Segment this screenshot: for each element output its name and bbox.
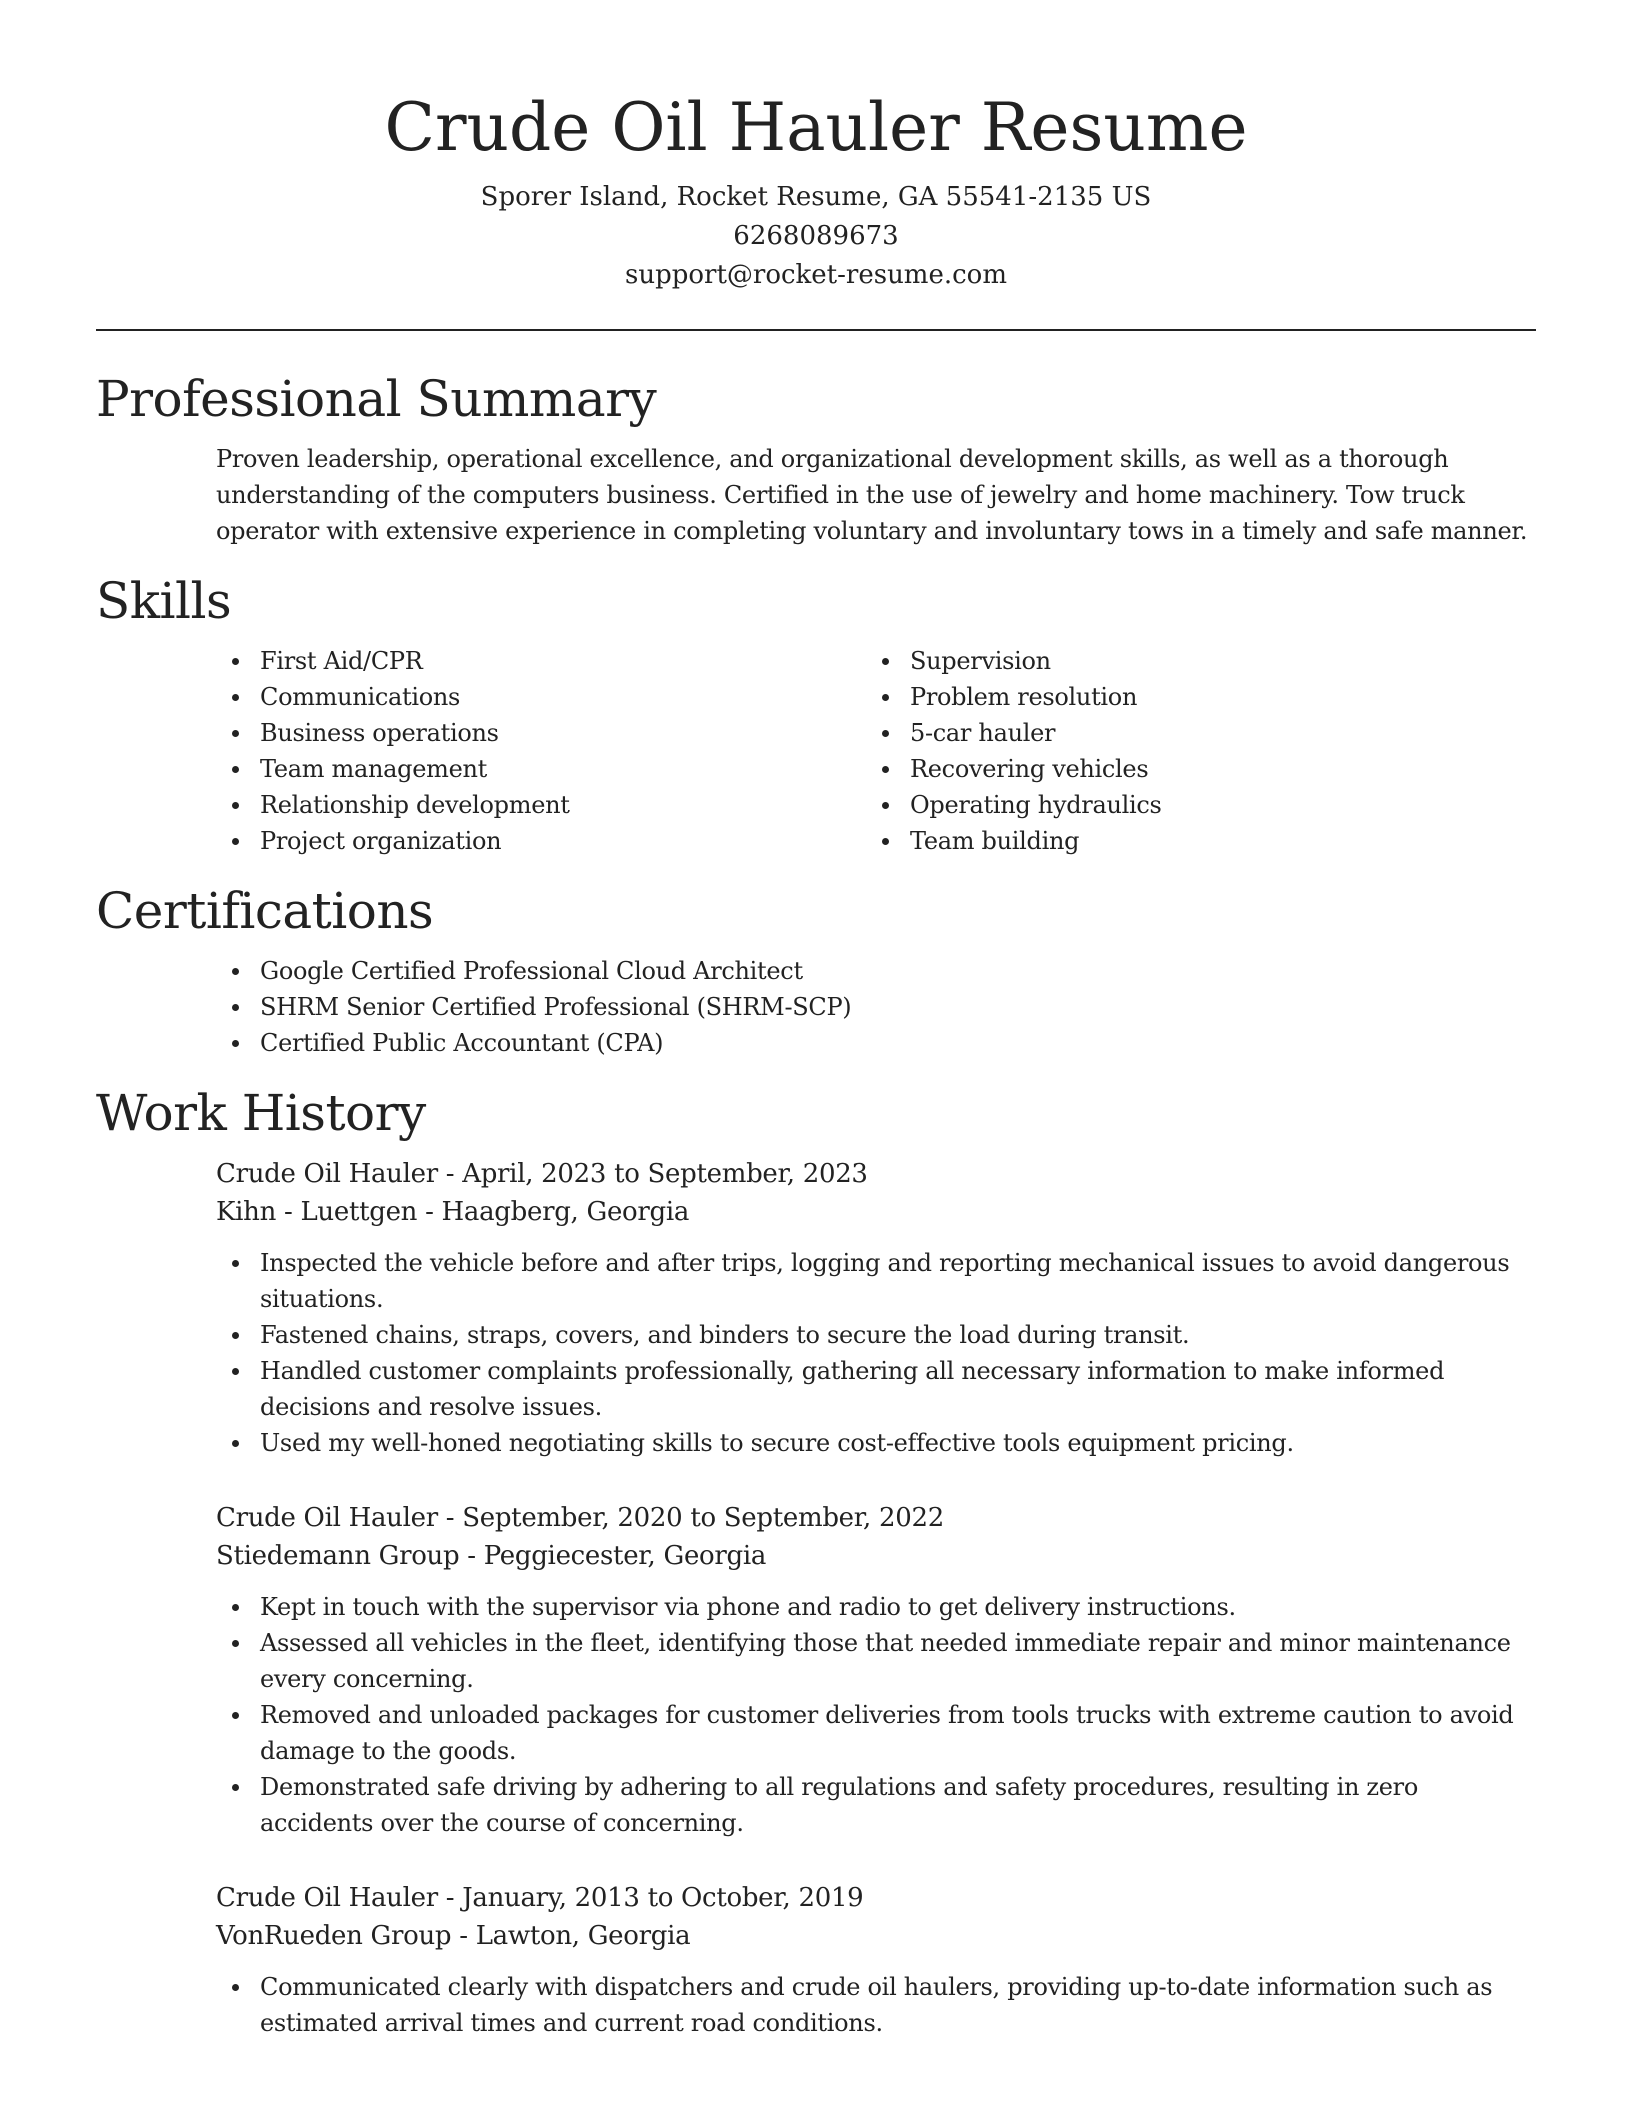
job-bullet-list (96, 1245, 1536, 1461)
job-title-dates: Crude Oil Hauler - September, 2020 to September, 2022 (216, 1503, 944, 1533)
header-divider (96, 329, 1536, 331)
skill-item: 5-car hauler (746, 715, 1536, 751)
job-company-location: Stiedemann Group - Peggiecester, Georgia (216, 1541, 767, 1571)
job-bullet-list (96, 1969, 1536, 2041)
job-bullet: Demonstrated safe driving by adhering to all regulations and safety procedures, resulting in zero accidents over the course of concerning. (96, 1769, 1536, 1841)
skill-item: Project organization (96, 823, 746, 859)
job-bullet: Fastened chains, straps, covers, and binders to secure the load during transit. (96, 1317, 1536, 1353)
skill-item: Operating hydraulics (746, 787, 1536, 823)
skill-item: Communications (96, 679, 746, 715)
job-bullet-list (96, 1589, 1536, 1841)
contact-phone: 6268089673 (733, 221, 899, 251)
job-bullet: Inspected the vehicle before and after trips, logging and reporting mechanical issues to avoid dangerous situations. (96, 1245, 1536, 1317)
resume-page (96, 0, 1536, 2041)
job-bullet: Handled customer complaints professionally, gathering all necessary information to make informed decisions and resolve issues. (96, 1353, 1536, 1425)
skills-right-list (746, 643, 1536, 859)
job-bullet: Kept in touch with the supervisor via phone and radio to get delivery instructions. (96, 1589, 1536, 1625)
skill-item: Supervision (746, 643, 1536, 679)
skill-item: First Aid/CPR (96, 643, 746, 679)
skill-item: Business operations (96, 715, 746, 751)
job-title-dates: Crude Oil Hauler - January, 2013 to October, 2019 (216, 1883, 864, 1913)
certifications-heading: Certifications (96, 882, 434, 940)
skill-item: Problem resolution (746, 679, 1536, 715)
certification-item: Certified Public Accountant (CPA) (96, 1025, 1536, 1061)
certifications-list (96, 953, 1536, 1061)
job-bullet: Assessed all vehicles in the fleet, identifying those that needed immediate repair and minor maintenance every concerning. (96, 1625, 1536, 1697)
skills-columns (96, 643, 1536, 859)
skill-item: Relationship development (96, 787, 746, 823)
skill-item: Team building (746, 823, 1536, 859)
certification-item: Google Certified Professional Cloud Architect (96, 953, 1536, 989)
job-bullet: Removed and unloaded packages for customer deliveries from tools trucks with extreme caution to avoid damage to the goods. (96, 1697, 1536, 1769)
job-company-location: Kihn - Luettgen - Haagberg, Georgia (216, 1197, 690, 1227)
job-title-dates: Crude Oil Hauler - April, 2023 to September, 2023 (216, 1159, 868, 1189)
resume-title: Crude Oil Hauler Resume (384, 89, 1248, 166)
job-entry (96, 1155, 1536, 1461)
contact-block (96, 178, 1536, 295)
skills-left-list (96, 643, 746, 859)
job-bullet: Used my well-honed negotiating skills to secure cost-effective tools equipment pricing. (96, 1425, 1536, 1461)
skill-item: Recovering vehicles (746, 751, 1536, 787)
job-company-location: VonRueden Group - Lawton, Georgia (216, 1921, 691, 1951)
skills-heading: Skills (96, 572, 232, 630)
job-entry (96, 1499, 1536, 1841)
contact-email: support@rocket-resume.com (624, 260, 1007, 290)
contact-address: Sporer Island, Rocket Resume, GA 55541-2135 US (480, 182, 1152, 212)
work-history-heading: Work History (96, 1084, 426, 1142)
skill-item: Team management (96, 751, 746, 787)
summary-text: Proven leadership, operational excellence, and organizational development skills, as well as a thorough understanding of the computers business. Certified in the use of jewelry and home machinery. Tow truck operator with extensive experience in completing voluntary and involuntary tows in a timely and safe manner. (216, 445, 1528, 545)
certification-item: SHRM Senior Certified Professional (SHRM-SCP) (96, 989, 1536, 1025)
summary-heading: Professional Summary (96, 370, 657, 428)
job-entry (96, 1879, 1536, 2041)
job-bullet: Communicated clearly with dispatchers and crude oil haulers, providing up-to-date information such as estimated arrival times and current road conditions. (96, 1969, 1536, 2041)
